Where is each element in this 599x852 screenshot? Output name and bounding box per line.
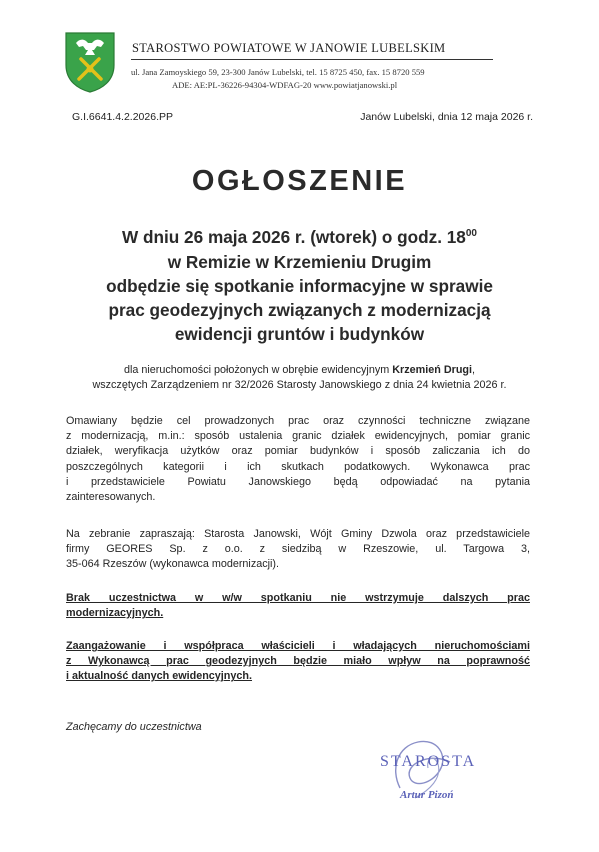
intro-comma: , [472, 364, 476, 376]
starosta-signature-stamp [370, 728, 500, 808]
subtitle-line-3: odbędzie się spotkanie informacyjne w sprawie [106, 276, 493, 296]
subtitle-line-4: prac geodezyjnych związanych z modernizacją [108, 300, 491, 320]
institution-address: ul. Jana Zamoyskiego 59, 23-300 Janów Lubelski, tel. 15 8725 450, fax. 15 8720 559 [131, 67, 425, 77]
institution-ade: ADE: AE:PL-36226-94304-WDFAG-20 www.powiatjanowski.pl [172, 80, 398, 90]
institution-name: STAROSTWO POWIATOWE W JANOWIE LUBELSKIM [132, 41, 446, 55]
scope-line: i przedstawiciele Powiatu Janowskiego będą odpowiadać na pytania [66, 475, 530, 488]
absence-paragraph [66, 591, 530, 621]
invite-line: Na zebranie zapraszają: Starosta Janowski, Wójt Gminy Dzwola oraz przedstawiciele [66, 528, 530, 540]
subtitle-line-2: w Remizie w Krzemieniu Drugim [167, 252, 432, 272]
engagement-paragraph [66, 639, 530, 685]
invite-line: firmy GEORES Sp. z o.o. z siedzibą w Rzeszowie, ul. Targowa 3, [66, 543, 530, 556]
scope-paragraph [66, 414, 530, 505]
place-date: Janów Lubelski, dnia 12 maja 2026 r. [360, 111, 533, 123]
header-divider [131, 59, 493, 60]
closing-line: Zachęcamy do uczestnictwa [66, 721, 202, 733]
intro-line-2: wszczętych Zarządzeniem nr 32/2026 Starosty Janowskiego z dnia 24 kwietnia 2026 r. [92, 379, 507, 392]
reference-number: G.I.6641.4.2.2026.PP [72, 111, 173, 123]
absence-line: modernizacyjnych. [66, 607, 164, 620]
document-title: OGŁOSZENIE [191, 165, 408, 197]
scope-line: Omawiany będzie cel prowadzonych prac oraz czynności techniczne związane [66, 415, 530, 427]
stamp-title: STAROSTA [380, 753, 477, 770]
subtitle-minutes: 00 [465, 228, 477, 239]
subtitle-date-time: W dniu 26 maja 2026 r. (wtorek) o godz. 18 [122, 227, 466, 247]
precinct-name: Krzemień Drugi [392, 364, 473, 376]
engagement-line: i aktualność danych ewidencyjnych. [66, 670, 253, 683]
scope-line: poszczególnych kategorii i ich skutkach podatkowych. Wykonawca prac [66, 460, 530, 473]
scope-line: działek, weryfikacja użytków oraz pomiar budynków i sposób zaliczania ich do [66, 445, 530, 458]
intro-paragraph [40, 363, 559, 393]
engagement-line: z Wykonawcą prac geodezyjnych będzie miało wpływ na poprawność [66, 655, 530, 668]
subtitle-line-1 [40, 227, 559, 248]
scope-line: zainteresowanych. [66, 491, 156, 504]
absence-line: Brak uczestnictwa w w/w spotkaniu nie wstrzymuje dalszych prac [66, 592, 530, 604]
stamp-name: Artur Pizoń [400, 789, 454, 801]
intro-line-1 [40, 363, 559, 378]
coat-of-arms-icon [64, 31, 116, 93]
scope-line: z modernizacją, m.in.: sposób ustalenia granic działek ewidencyjnych, pomiar granic [66, 430, 530, 443]
invite-line: 35-064 Rzeszów (wykonawca modernizacji). [66, 558, 280, 571]
subtitle-line-5: ewidencji gruntów i budynków [174, 324, 425, 344]
intro-text: dla nieruchomości położonych w obrębie ewidencyjnym [123, 364, 393, 376]
invite-paragraph [66, 527, 530, 573]
engagement-line: Zaangażowanie i współpraca właścicieli i władających nieruchomościami [66, 640, 530, 652]
